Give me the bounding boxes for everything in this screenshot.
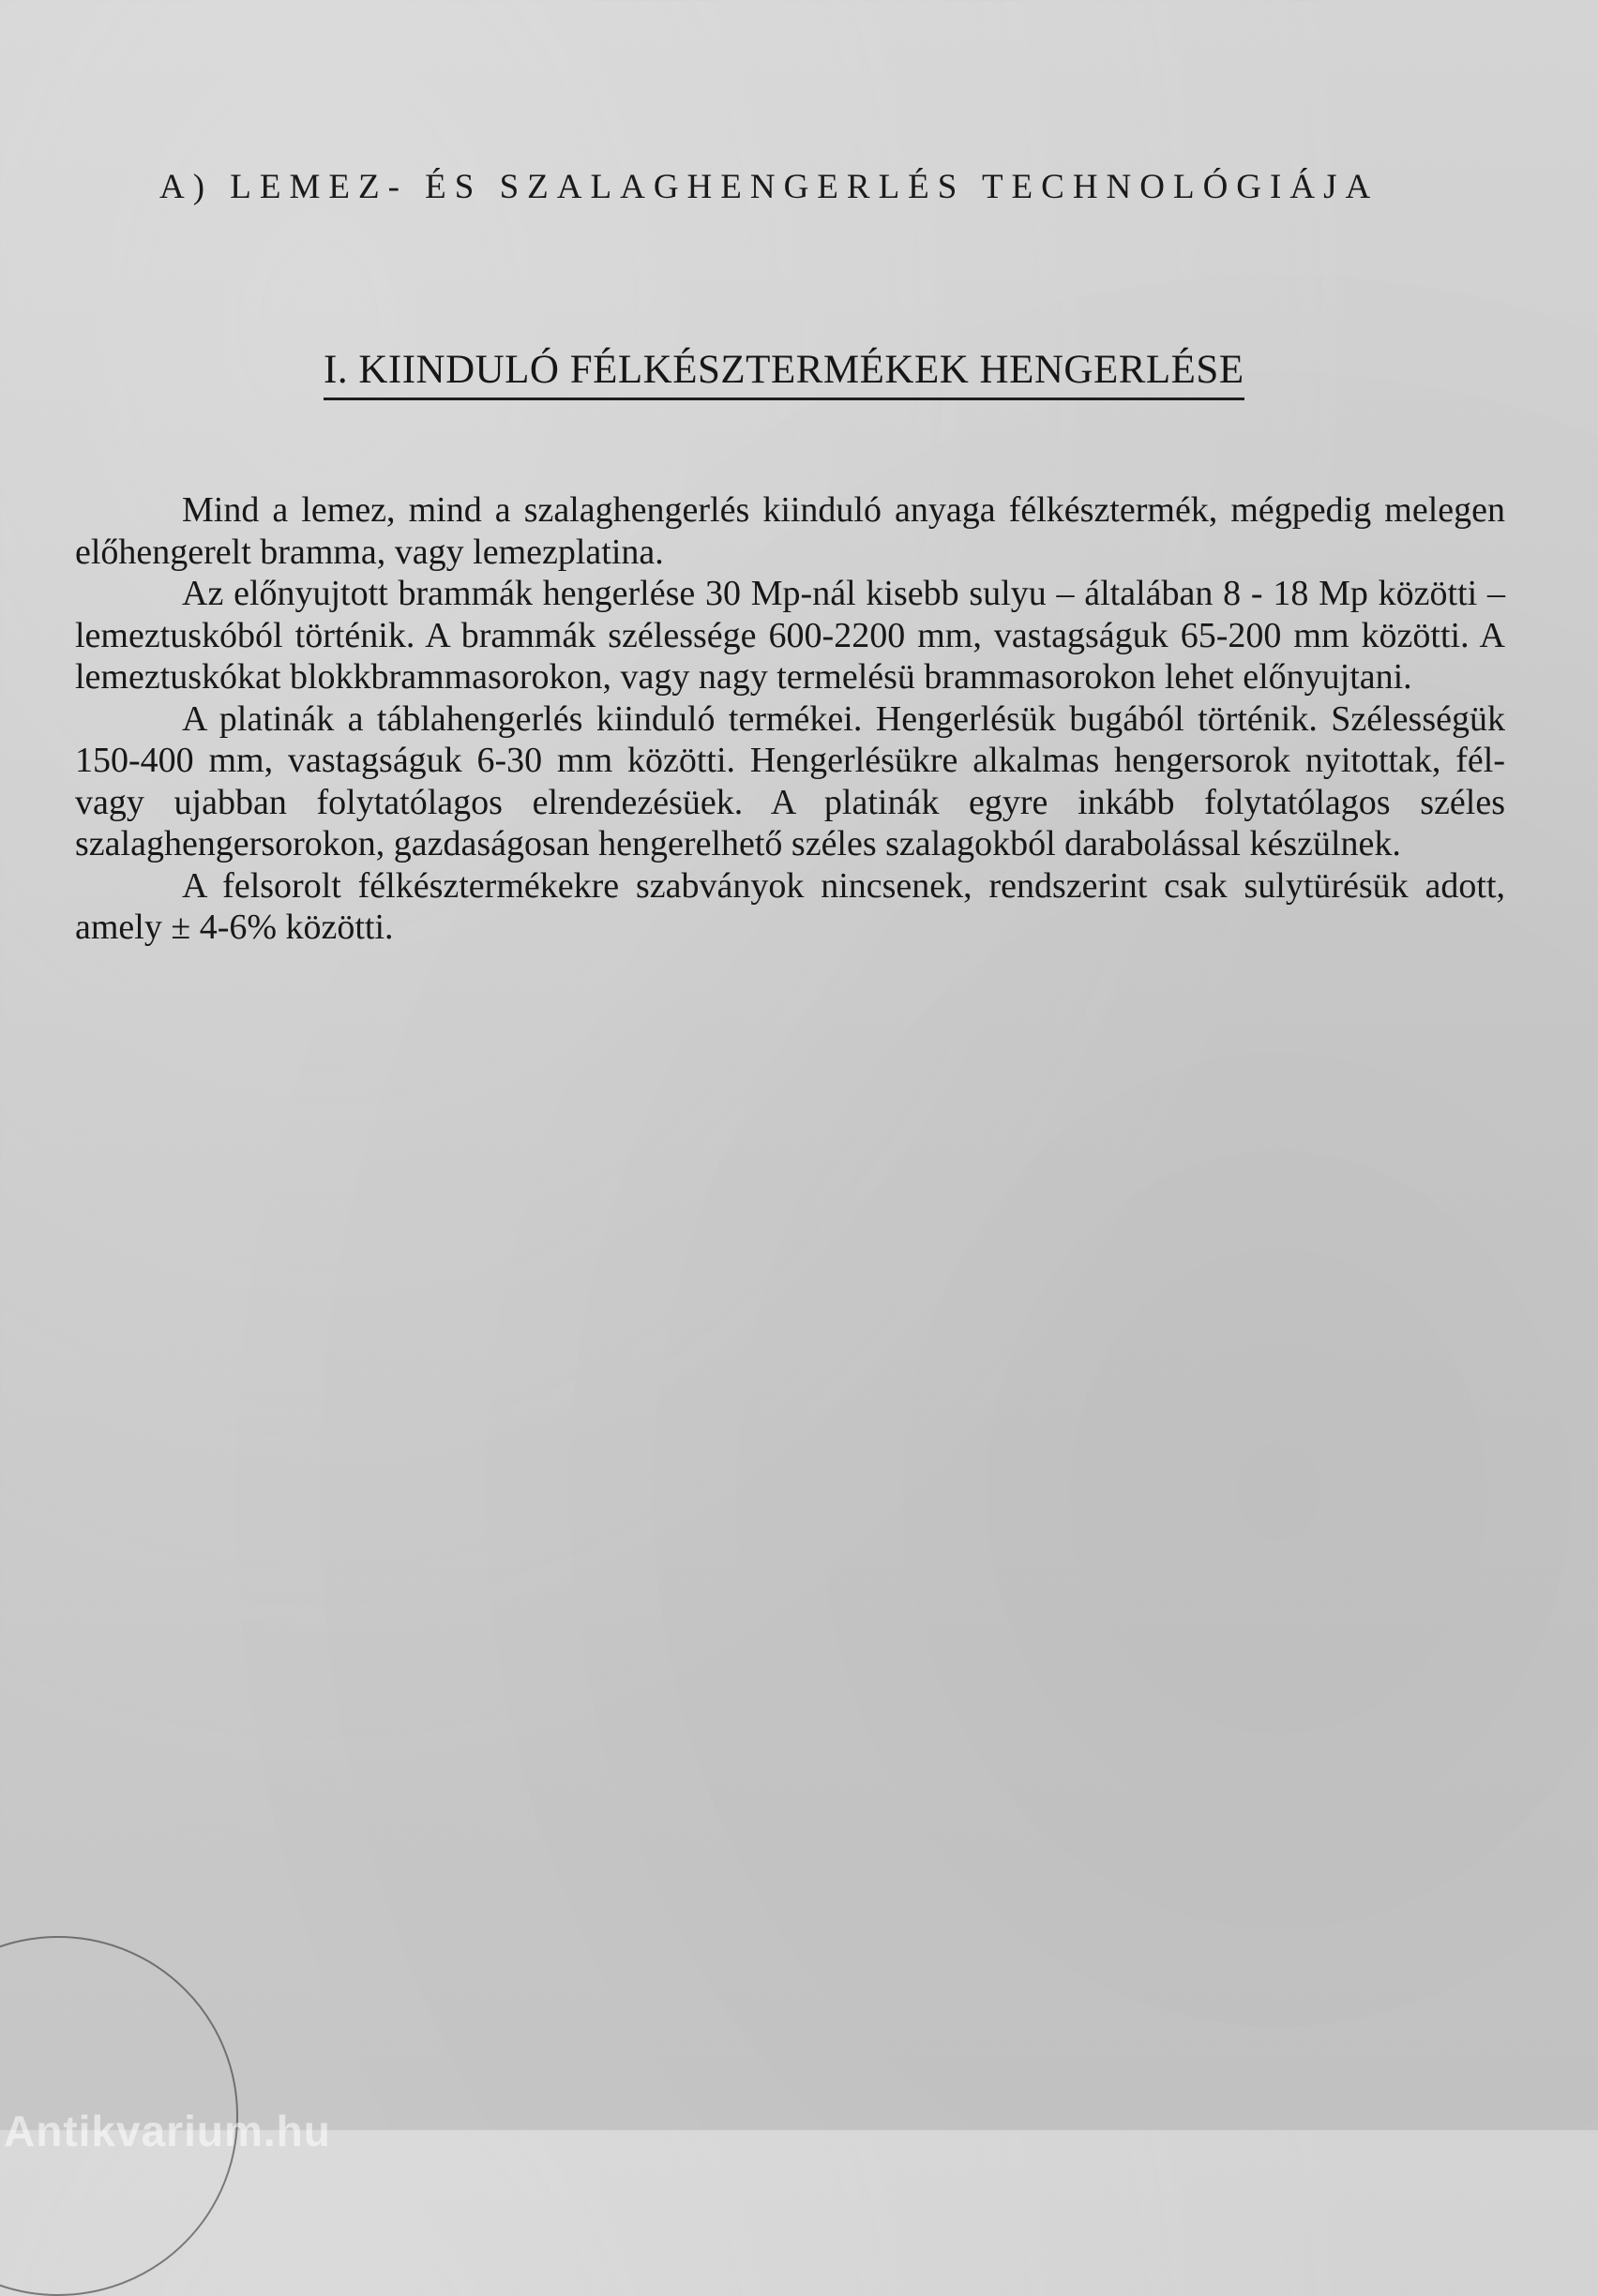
watermark: Antikvarium.hu xyxy=(4,2107,331,2155)
section-heading: A) LEMEZ- ÉS SZALAGHENGERLÉS TECHNOLÓGIÁJA xyxy=(159,168,1379,206)
paragraph: Mind a lemez, mind a szalaghengerlés kiinduló anyaga félkésztermék, mégpedig melegen előhengerelt bramma, vagy lemezplatina. xyxy=(75,490,1505,572)
body-text xyxy=(75,489,1505,949)
paragraph: Az előnyujtott brammák hengerlése 30 Mp-nál kisebb sulyu – általában 8 - 18 Mp közötti – lemeztuskóból történik. A brammák szélessége 600-2200 mm, vastagságuk 65-200 mm közötti. A lemeztuskókat blokkbrammasorokon, vagy nagy termelésü brammasorokon lehet előnyujtani. xyxy=(75,574,1505,697)
paragraph: A platinák a táblahengerlés kiinduló termékei. Hengerlésük bugából történik. Szélességük 150-400 mm, vastagságuk 6-30 mm közötti. Hengerlésükre alkalmas hengersorok nyitottak, fél- vagy ujabban folytatólagos elrendezésüek. A platinák egyre inkább folytatólagos széles szalaghengersorokon, gazdaságosan hengerelhető széles szalagokból darabolással készülnek. xyxy=(75,698,1505,863)
paragraph: A felsorolt félkésztermékekre szabványok nincsenek, rendszerint csak sulytürésük adott, amely ± 4-6% közötti. xyxy=(75,865,1505,947)
chapter-heading: I. KIINDULÓ FÉLKÉSZTERMÉKEK HENGERLÉSE xyxy=(324,347,1244,400)
